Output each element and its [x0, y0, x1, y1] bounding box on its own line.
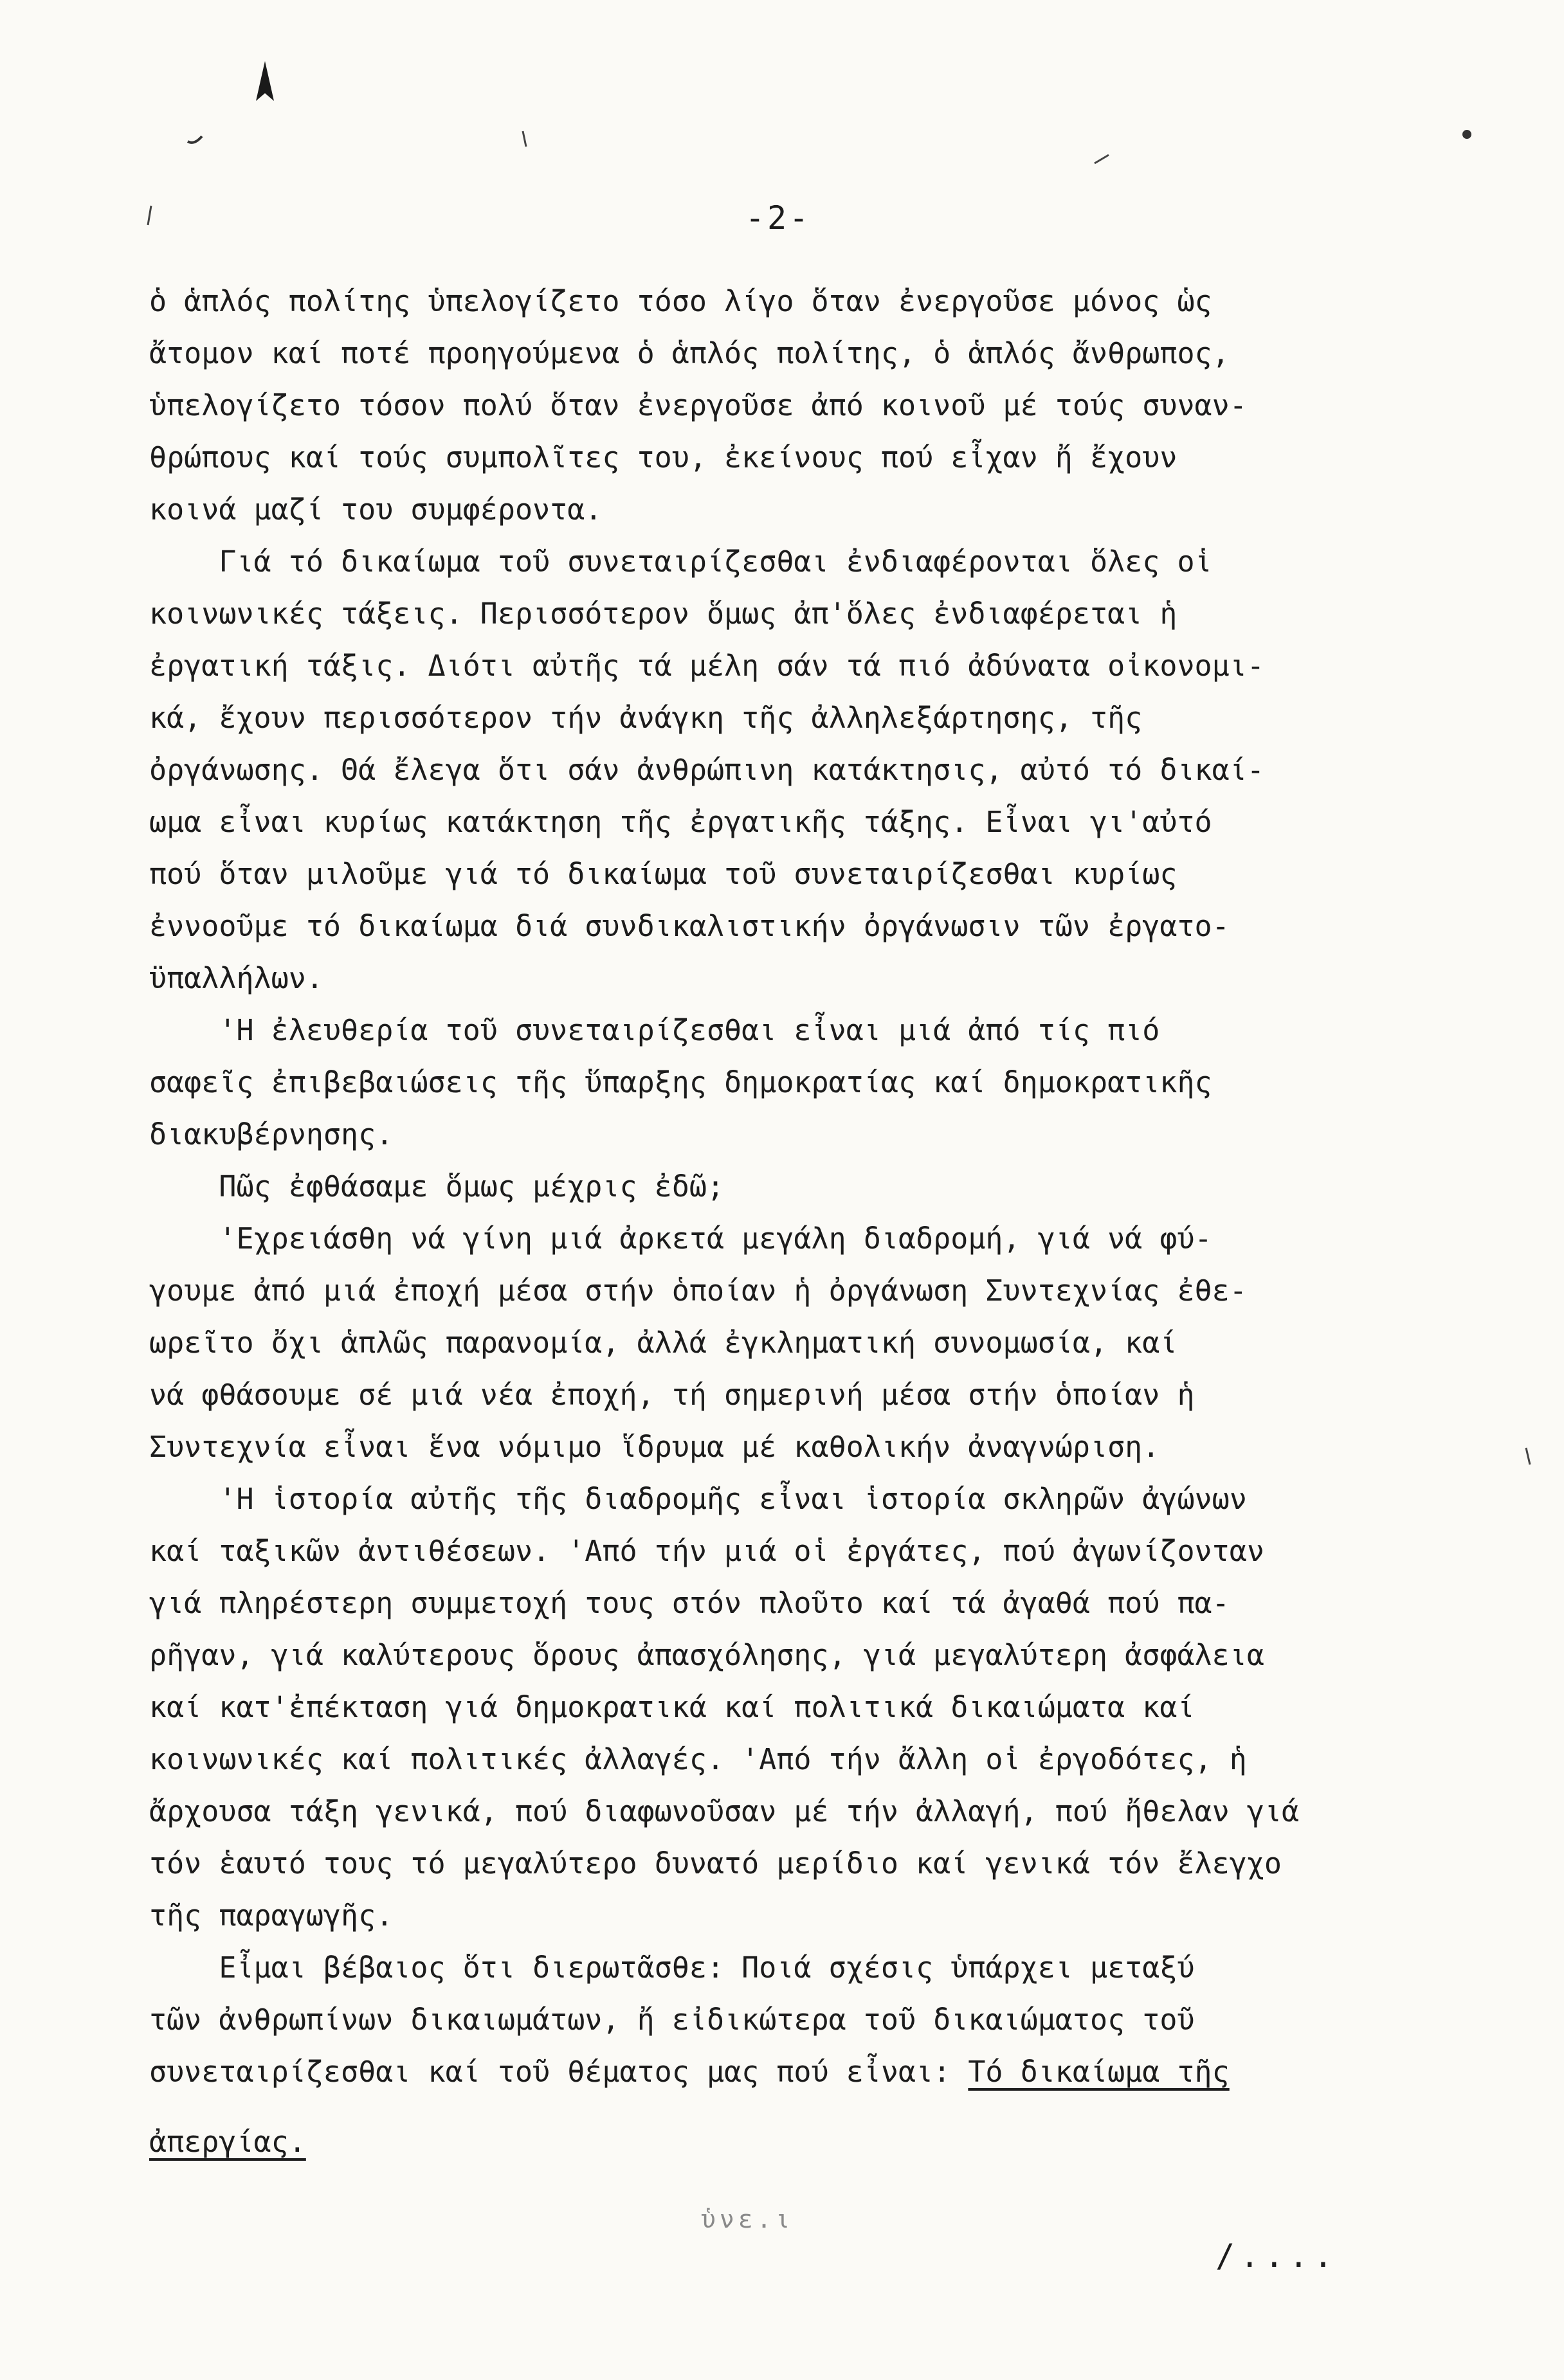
text-line: Συντεχνία εἶναι ἕνα νόμιμο ἵδρυμα μέ καθολικήν ἀναγνώριση.	[149, 1430, 1160, 1464]
text-line: κά, ἔχουν περισσότερον τήν ἀνάγκη τῆς ἀλληλεξάρτησης, τῆς	[149, 701, 1143, 735]
text-line: ἐργατική τάξις. Διότι αὐτῆς τά μέλη σάν τά πιό ἀδύνατα οἰκονομι-	[149, 649, 1264, 683]
text-line: τόν ἑαυτό τους τό μεγαλύτερο δυνατό μερίδιο καί γενικά τόν ἔλεγχο	[149, 1846, 1282, 1880]
text-line: τῶν ἀνθρωπίνων δικαιωμάτων, ἤ εἰδικώτερα τοῦ δικαιώματος τοῦ	[149, 2003, 1195, 2037]
paragraph-start: 'Η ἱστορία αὐτῆς τῆς διαδρομῆς εἶναι ἱστορία σκληρῶν ἀγώνων	[149, 1482, 1247, 1516]
paragraph-start: Γιά τό δικαίωμα τοῦ συνεταιρίζεσθαι ἐνδιαφέρονται ὅλες οἱ	[149, 545, 1212, 579]
continuation-mark: /....	[1215, 2237, 1338, 2275]
paragraph-start: 'Εχρειάσθη νά γίνη μιά ἀρκετά μεγάλη διαδρομή, γιά νά φύ-	[149, 1222, 1212, 1256]
text-line: ἐννοοῦμε τό δικαίωμα διά συνδικαλιστικήν ὀργάνωσιν τῶν ἐργατο-	[149, 909, 1230, 943]
text-line: ὀργάνωσης. Θά ἔλεγα ὅτι σάν ἀνθρώπινη κατάκτησις, αὐτό τό δικαί-	[149, 753, 1264, 787]
text-line: διακυβέρνησης.	[149, 1117, 394, 1151]
text-line: κοινά μαζί του συμφέροντα.	[149, 492, 603, 527]
document-body	[149, 275, 1461, 2168]
text-line: πού ὅταν μιλοῦμε γιά τό δικαίωμα τοῦ συνεταιρίζεσθαι κυρίως	[149, 857, 1178, 891]
text-line: γιά πληρέστερη συμμετοχή τους στόν πλοῦτο καί τά ἀγαθά πού πα-	[149, 1586, 1230, 1620]
text-line: καί κατ'ἐπέκταση γιά δημοκρατικά καί πολιτικά δικαιώματα καί	[149, 1690, 1195, 1724]
paragraph-start: Πῶς ἐφθάσαμε ὅμως μέχρις ἐδῶ;	[149, 1169, 725, 1204]
page-number: -2-	[745, 199, 812, 237]
tick-mark	[1093, 153, 1110, 165]
text-line: κοινωνικές τάξεις. Περισσότερον ὅμως ἀπ'ὅλες ἐνδιαφέρεται ἡ	[149, 597, 1178, 631]
text-line: ὑπελογίζετο τόσον πολύ ὅταν ἐνεργοῦσε ἀπό κοινοῦ μέ τούς συναν-	[149, 388, 1247, 422]
text-line: θρώπους καί τούς συμπολῖτες του, ἐκείνους πού εἶχαν ἤ ἔχουν	[149, 440, 1178, 474]
text-line: ὁ ἁπλός πολίτης ὑπελογίζετο τόσο λίγο ὅταν ἐνεργοῦσε μόνος ὡς	[149, 284, 1212, 318]
text-line: συνεταιρίζεσθαι καί τοῦ θέματος μας πού εἶναι:	[149, 2055, 951, 2089]
ink-mark	[252, 61, 278, 106]
text-line: κοινωνικές καί πολιτικές ἀλλαγές. 'Από τήν ἄλλη οἱ ἐργοδότες, ἡ	[149, 1742, 1247, 1776]
text-line-with-underline	[149, 2046, 1461, 2098]
text-line: ρῆγαν, γιά καλύτερους ὅρους ἀπασχόλησης, γιά μεγαλύτερη ἀσφάλεια	[149, 1638, 1264, 1672]
text-line: ϋπαλλήλων.	[149, 961, 323, 995]
text-line: σαφεῖς ἐπιβεβαιώσεις τῆς ὕπαρξης δημοκρατίας καί δημοκρατικῆς	[149, 1065, 1212, 1099]
text-line: ἄρχουσα τάξη γενικά, πού διαφωνοῦσαν μέ τήν ἀλλαγή, πού ἤθελαν γιά	[149, 1794, 1300, 1828]
underlined-title-part: Τό δικαίωμα τῆς	[968, 2055, 1230, 2089]
tick-mark	[186, 134, 203, 145]
text-line: ἄτομον καί ποτέ προηγούμενα ὁ ἁπλός πολίτης, ὁ ἁπλός ἄνθρωπος,	[149, 336, 1230, 370]
text-line: νά φθάσουμε σέ μιά νέα ἐποχή, τή σημερινή μέσα στήν ὁποίαν ἡ	[149, 1378, 1195, 1412]
tick-mark	[1524, 1447, 1532, 1466]
tick-mark	[1460, 127, 1474, 141]
text-line: ωμα εἶναι κυρίως κατάκτηση τῆς ἐργατικῆς τάξης. Εἶναι γι'αὐτό	[149, 805, 1212, 839]
text-line: καί ταξικῶν ἀντιθέσεων. 'Από τήν μιά οἱ ἐργάτες, πού ἀγωνίζονταν	[149, 1534, 1264, 1568]
tick-mark	[521, 130, 529, 148]
text-line: γουμε ἀπό μιά ἐποχή μέσα στήν ὁποίαν ἡ ὀργάνωση Συντεχνίας ἐθε-	[149, 1274, 1247, 1308]
faint-scan-mark: ὑνε.ι	[701, 2205, 794, 2233]
paragraph-start: Εἶμαι βέβαιος ὅτι διερωτᾶσθε: Ποιά σχέσις ὑπάρχει μεταξύ	[149, 1951, 1195, 1985]
underlined-title-end: ἀπεργίας.	[149, 2125, 306, 2159]
final-line-wrap	[149, 2116, 1461, 2168]
paragraph-start: 'Η ἐλευθερία τοῦ συνεταιρίζεσθαι εἶναι μιά ἀπό τίς πιό	[149, 1013, 1160, 1047]
tick-mark	[145, 204, 154, 226]
text-line: τῆς παραγωγῆς.	[149, 1898, 394, 1933]
text-line: ωρεῖτο ὄχι ἁπλῶς παρανομία, ἀλλά ἐγκληματική συνομωσία, καί	[149, 1326, 1178, 1360]
